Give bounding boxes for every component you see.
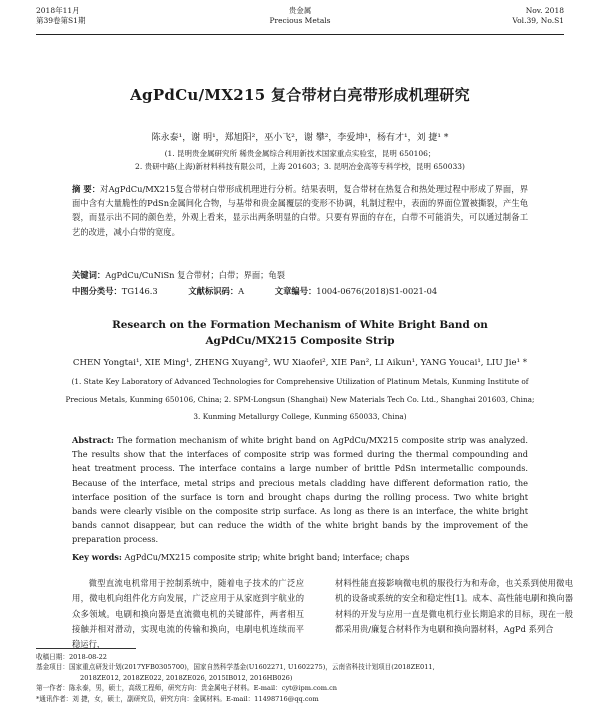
header-date-cn: 2018年11月 [36,6,80,15]
footnote-received: 收稿日期：2018-08-22 [36,653,107,661]
footnote-fund-2: 2018ZE012, 2018ZE022, 2018ZE026, 2015IB012, 2016HB026) [80,673,293,682]
english-affiliation-1: (1. State Key Laboratory of Advanced Technologies for Comprehensive Utilization of Platinum Metals, Kunming Institute of [71,377,529,386]
english-keywords-text: AgPdCu/MX215 composite strip; white bright band; interface; chaps [124,552,410,562]
header-right [512,6,564,26]
footnote-first-author: 第一作者：陈永泰，男，硕士，高级工程师，研究方向：贵金属电子材料。E-mail：cyt@ipm.com.cn [36,684,338,693]
document-code-label: 文献标识码： [188,286,239,296]
body-paragraph-right: 材料性能直接影响微电机的服役行为和寿命，也关系到使用微电机的设备或系统的安全和稳定性[1]。成本、高性能电刷和换向器材料的开发与应用一直是微电机行业长期追求的目标，现在一般都采用贵/廉复合材料作为电刷和换向器材料，AgPd 系列合 [335,578,573,634]
english-title-line-2: AgPdCu/MX215 Composite Strip [205,335,395,347]
footnote-corresponding-author: *通讯作者：刘 捷，女，硕士，副研究员，研究方向：金属材料。E-mail：11498716@qq.com [36,694,319,703]
clc-label: 中图分类号： [72,286,122,296]
header-divider [36,34,564,35]
chinese-keywords [72,268,560,282]
header-date-en: Nov. 2018 [525,6,564,15]
chinese-authors: 陈永泰¹，谢 明¹，郑旭阳²，巫小飞²，谢 攀²，李爱坤¹，杨有才¹，刘 捷¹ * [151,133,449,143]
header-journal-en: Precious Metals [269,16,331,25]
chinese-abstract-label: 摘 要： [72,184,101,194]
english-abstract [72,433,528,547]
body-paragraph-left: 微型直流电机常用于控制系统中，随着电子技术的广泛应用，微电机向组件化方向发展，广泛应用于从家庭到宇航业的众多领域。电刷和换向器是直流微电机的关键部件，两者相互接触并相对滑动，实现电流的传输和换向，电刷电机连续而平稳运行， [72,578,304,650]
header-center [36,6,564,26]
document-code [188,286,258,296]
footnotes [36,652,564,704]
english-keywords [72,552,560,562]
chinese-abstract-text: 对AgPdCu/MX215复合带材白带形成机理进行分析。结果表明，复合带材在热复合和热处理过程中形成了界面，界面中含有大量脆性的PdSn金属间化合物，与基带和贵金属覆层的变形不协调，轧制过程中，表面的界面位置被撕裂，产生龟裂，而显示出不同的颜色差，外观上看来，显示出两条明显的白带。只要有界面的存在，白带不可能消失，可以通过制备工艺的改进，减小白带的宽度。 [72,184,528,237]
clc-value: TG146.3 [121,286,158,296]
english-affiliation-2: Precious Metals, Kunming 650106, China; 2. SPM-Longsun (Shanghai) New Materials Tech Co. Ltd., Shanghai 201603, China; [65,395,535,404]
english-abstract-text: The formation mechanism of white bright band on AgPdCu/MX215 composite strip was analyzed. The results show that the interfaces of composite strip was formed during the thermal compounding and heat treatment process. The interface contains a large number of brittle PdSn intermetallic compounds. Because of the interface, metal strips and precious metals cladding have different deformation ratio, the interface position of the surface is torn and brought chaps during the rolling process. Two white bright bands were clearly visible on the composite strip surface. As long as there is an interface, the white bright bands cannot disappear, but can reduce the width of the white bright bands by the improvement of the preparation process. [72,435,528,545]
running-header [36,6,564,34]
article-number-label: 文章编号： [274,286,317,296]
footnote-divider [36,648,136,649]
chinese-affiliation-1: (1. 昆明贵金属研究所 稀贵金属综合利用新技术国家重点实验室，昆明 650106； [164,149,436,158]
english-title-line-1: Research on the Formation Mechanism of White Bright Band on [112,319,488,331]
chinese-keywords-label: 关键词： [72,270,106,280]
english-keywords-label: Key words: [72,552,122,562]
body-column-right [335,576,573,637]
header-journal-cn: 贵金属 [288,6,312,15]
english-authors: CHEN Yongtai¹, XIE Ming¹, ZHENG Xuyang², WU Xiaofei², XIE Pan², LI Aikun¹, YANG Youcai¹, LIU Jie¹ * [72,358,528,368]
footnote-fund-1: 基金项目：国家重点研发计划(2017YFB0305700)，国家自然科学基金(U1602271, U1602275)，云南省科技计划项目(2018ZE011, [36,663,435,672]
article-number-value: 1004-0676(2018)S1-0021-04 [316,286,438,296]
header-volume-cn: 第39卷第S1期 [36,16,86,25]
chinese-keywords-text: AgPdCu/CuNiSn 复合带材；白带；界面；龟裂 [105,270,286,280]
body-column-left [72,576,304,652]
english-affiliation-3: 3. Kunming Metallurgy College, Kunming 650033, China) [193,412,407,421]
document-code-value: A [238,286,245,296]
header-volume-en: Vol.39, No.S1 [512,16,564,25]
chinese-abstract [72,182,528,239]
english-abstract-label: Abstract: [72,435,114,445]
chinese-affiliation-2: 2. 贵研中路(上海)新材料科技有限公司，上海 201603；3. 昆明冶金高等专科学校，昆明 650033) [135,162,465,171]
classification-line [72,284,560,298]
clc-number [72,286,172,296]
english-title [0,317,600,349]
article-number [275,286,451,296]
chinese-title: AgPdCu/MX215 复合带材白亮带形成机理研究 [130,86,470,104]
